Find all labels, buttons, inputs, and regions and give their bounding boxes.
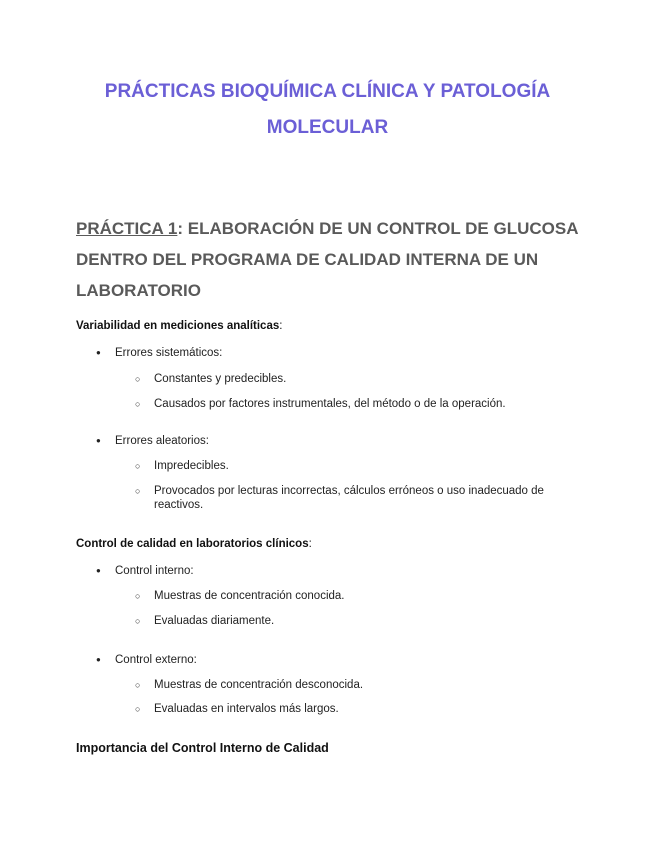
control-calidad-list [76, 563, 576, 716]
section-title-suffix: : [279, 320, 283, 332]
list-item [76, 652, 576, 668]
list-item [76, 345, 576, 361]
sub-list-item-text: Constantes y predecibles. [154, 373, 287, 385]
variabilidad-list [76, 345, 576, 512]
sub-list-item [76, 614, 576, 628]
list-item-label: Control interno: [115, 565, 194, 577]
list-item-label: Errores sistemáticos: [115, 347, 223, 359]
sub-list-item [76, 459, 576, 473]
list-item [76, 563, 576, 579]
list-item [76, 433, 576, 449]
sub-list-item-text: Muestras de concentración conocida. [154, 590, 345, 602]
section-title-text: Variabilidad en mediciones analíticas [76, 320, 280, 332]
practice-heading [76, 213, 596, 306]
section-title-suffix: : [308, 538, 312, 550]
sub-list-item [76, 678, 576, 692]
practice-title: ELABORACIÓN DE UN CONTROL DE GLUCOSA DENTRO DEL PROGRAMA DE CALIDAD INTERNA DE UN LABORATORIO [76, 219, 578, 300]
document-title-line-2: MOLECULAR [266, 117, 389, 138]
sub-list-item-text: Evaluadas diariamente. [154, 615, 275, 627]
sub-list-item [76, 397, 576, 411]
practice-label: PRÁCTICA 1 [76, 219, 178, 238]
section-title-text: Control de calidad en laboratorios clínicos [76, 538, 309, 550]
document-title [60, 74, 595, 146]
section-title-control-calidad [76, 538, 312, 550]
sub-list-item [76, 484, 576, 512]
sub-list-item-text: Provocados por lecturas incorrectas, cálculos erróneos o uso inadecuado de reactivos. [154, 485, 544, 511]
document-title-line-1: PRÁCTICAS BIOQUÍMICA CLÍNICA Y PATOLOGÍA [104, 81, 551, 102]
sub-list-item [76, 589, 576, 603]
section-title-variabilidad [76, 320, 282, 332]
sub-list-item [76, 372, 576, 386]
sub-list-item-text: Muestras de concentración desconocida. [154, 679, 364, 691]
sub-list-item-text: Evaluadas en intervalos más largos. [154, 703, 339, 715]
list-item-label: Control externo: [115, 654, 197, 666]
sub-list-item [76, 702, 576, 716]
final-heading: Importancia del Control Interno de Calidad [76, 741, 329, 755]
sub-list-item-text: Impredecibles. [154, 460, 229, 472]
list-item-label: Errores aleatorios: [115, 435, 209, 447]
practice-separator: : [177, 219, 184, 238]
sub-list-item-text: Causados por factores instrumentales, del método o de la operación. [154, 398, 506, 410]
